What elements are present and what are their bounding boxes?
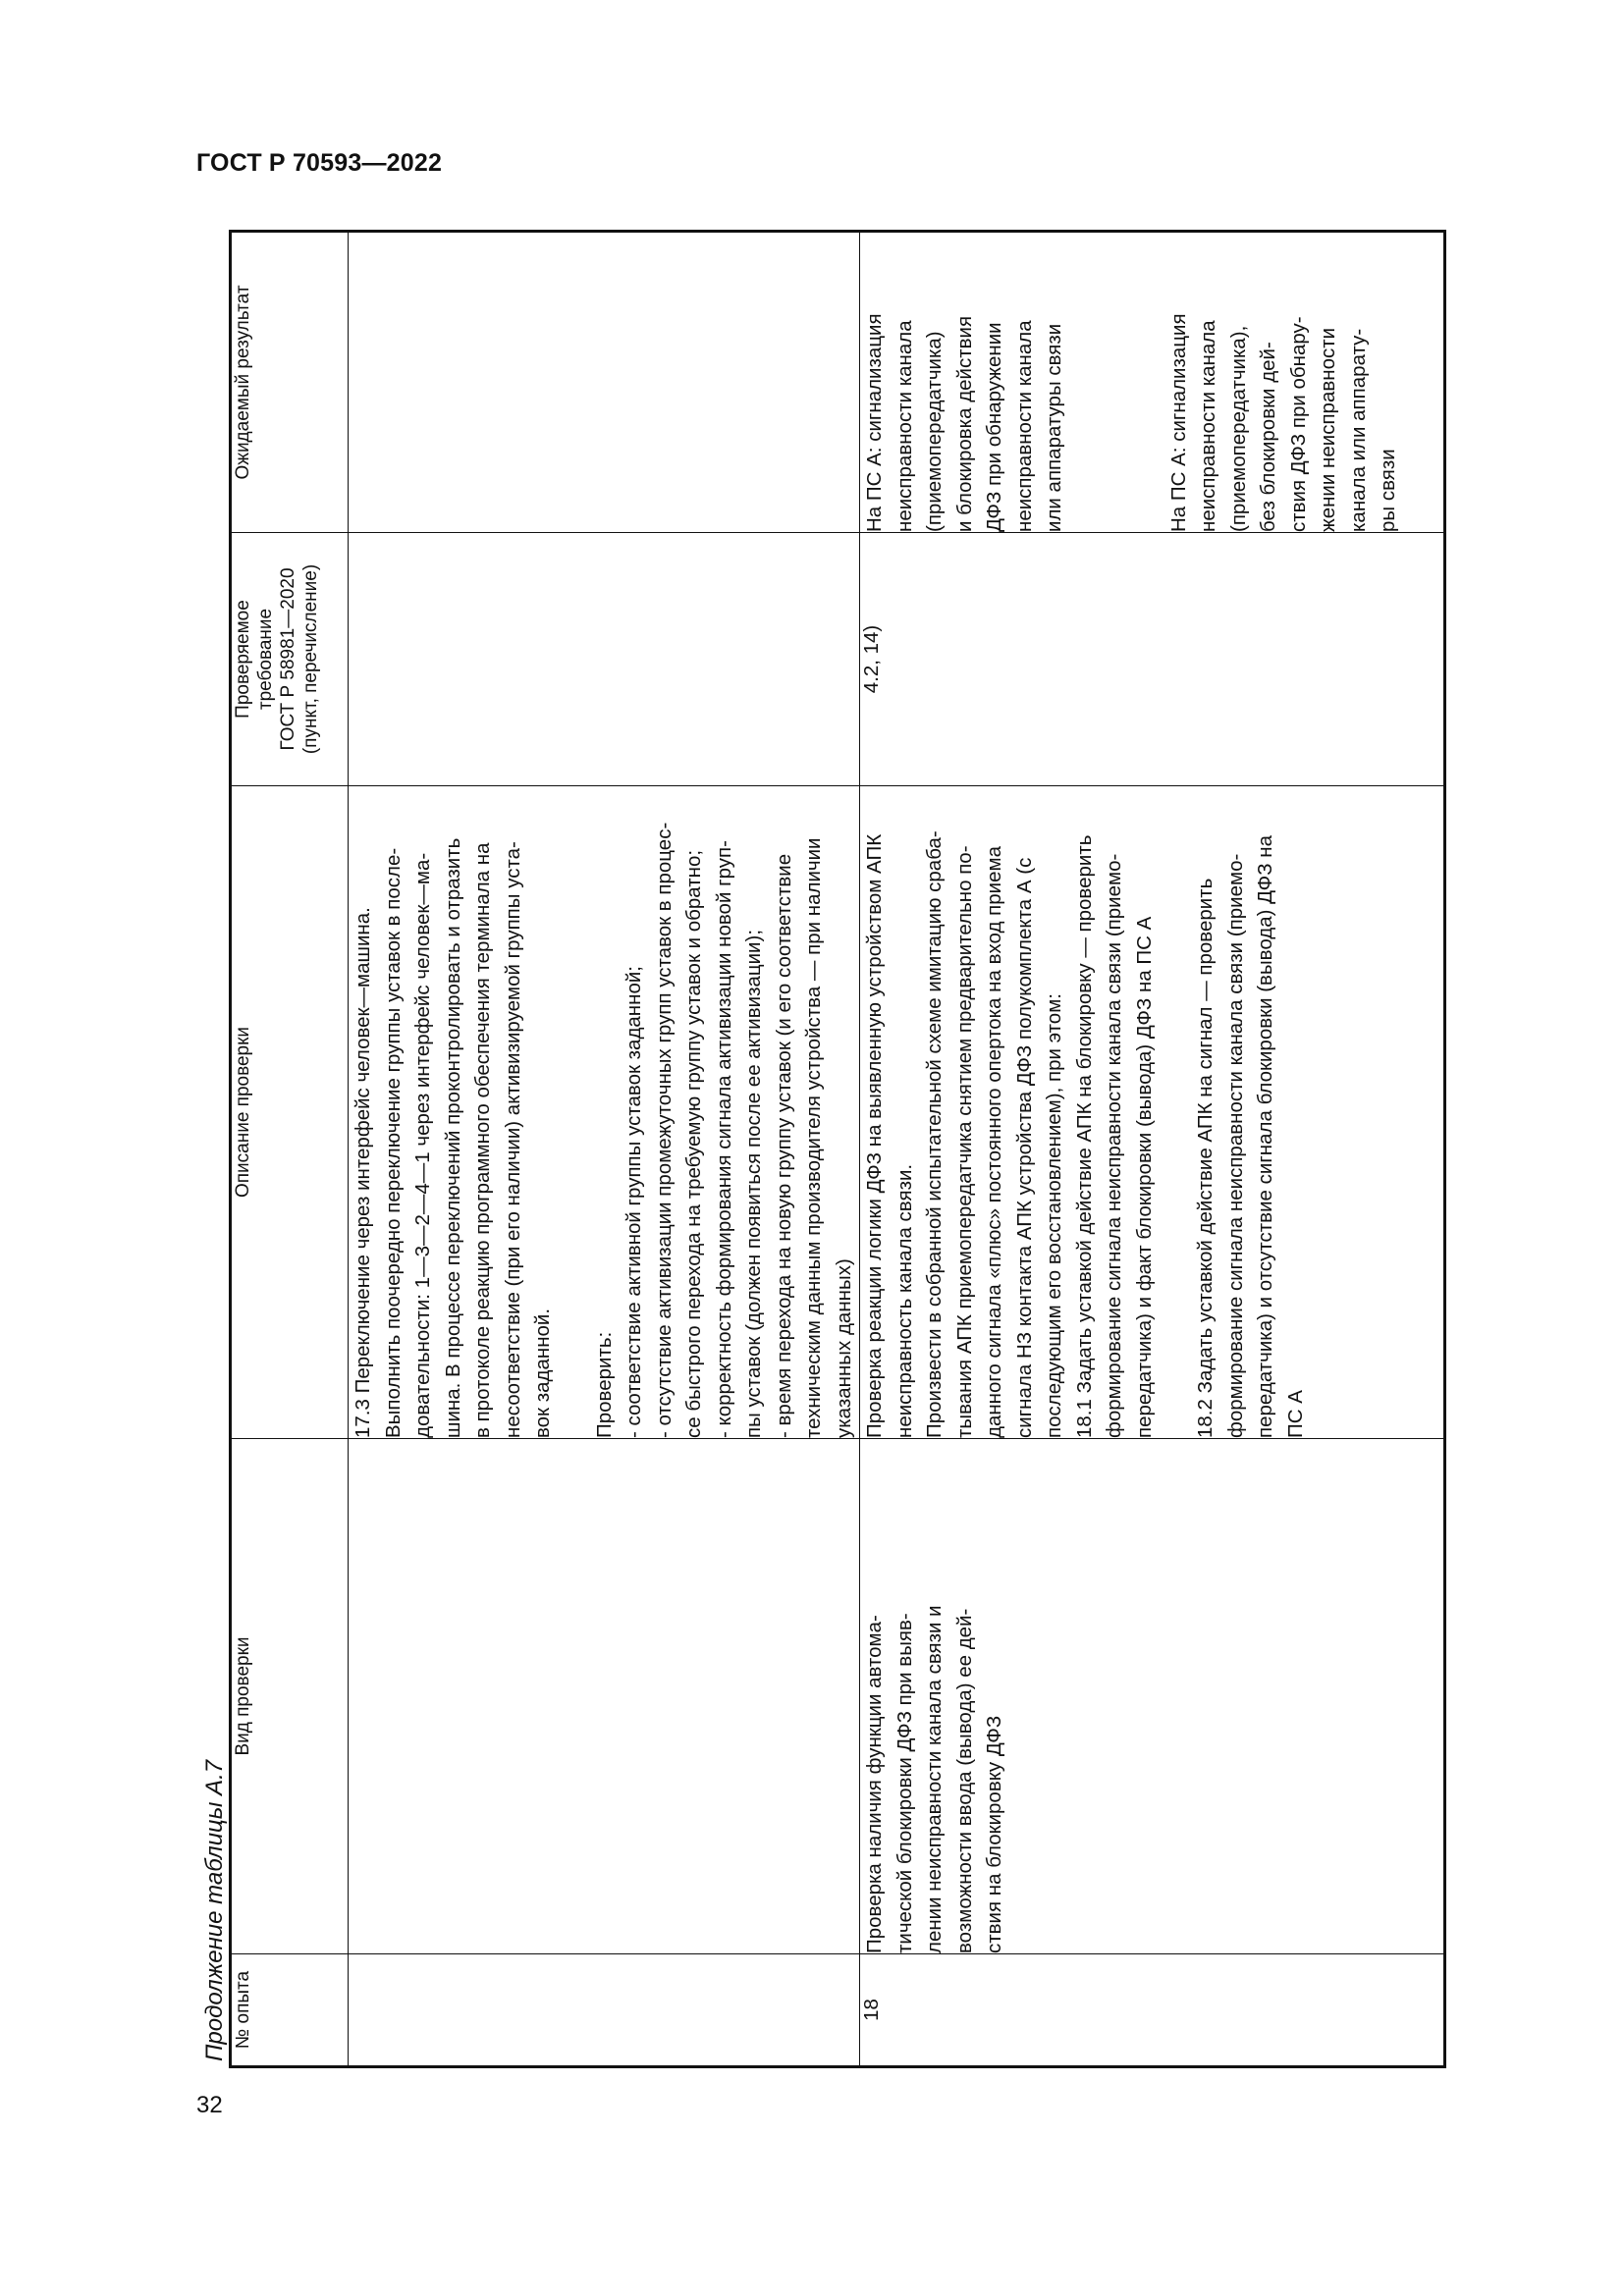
expected-result-cell [349,232,860,533]
column-header-result: Ожидаемый результат [231,232,349,533]
description-line: се быстрого перехода на требуемую группу уставок и обратно; [682,849,705,1438]
result-line: На ПС А: сигнализация [863,313,886,532]
description-line: Произвести в собранной испытательной схеме имитацию сраба- [923,830,946,1438]
table-row [349,232,860,2067]
table-caption: Продолжение таблицы А.7 [201,1759,228,2061]
description-line: техническим данным производителя устройства — при наличии [802,837,825,1438]
description-line: сигнала НЗ контакта АПК устройства ДФЗ полукомплекта А (с [1012,857,1036,1438]
result-line: (приемопередатчика) [923,331,946,532]
requirement-header-line: Проверяемое [233,600,253,719]
requirement-header-line: ГОСТ Р 58981—2020 [278,567,298,751]
description-line: пы уставок (должен появиться после ее активизации); [742,929,765,1438]
page-number: 32 [196,2092,223,2118]
description-line: указанных данных) [832,1258,855,1438]
description-line: несоответствие (при его наличии) активизируемой группы уста- [501,841,524,1438]
description-line: тывания АПК приемопередатчика снятием предварительно по- [952,845,976,1438]
description-line: 18.1 Задать уставкой действие АПК на блокировку — проверить [1072,834,1096,1438]
column-header-kind: Вид проверки [231,1439,349,1954]
description-line: передатчика) и отсутствие сигнала блокировки (вывода) ДФЗ на [1254,835,1276,1438]
result-line: неисправности канала [1012,320,1036,532]
description-line: - время перехода на новую группу уставок (и его соответствие [772,853,795,1438]
kind-line: тической блокировки ДФЗ при выяв- [893,1613,916,1953]
description-line: формирование сигнала неисправности канала связи (приемо- [1223,853,1247,1438]
requirement-cell: 4.2, 14) [860,533,1445,786]
result-line: ствия ДФЗ при обнару- [1286,316,1310,532]
row-number [349,1954,860,2067]
description-line: вок заданной. [531,1308,554,1438]
table-header-row [231,232,349,2067]
description-line: формирование сигнала неисправности канала связи (приемо- [1103,853,1125,1438]
paragraph-gap [1070,233,1102,532]
description-line: Проверить: [592,1331,616,1438]
description-line: - отсутствие активизации промежуточных групп уставок в процес- [652,822,676,1438]
result-line: (приемопередатчика), [1226,325,1250,532]
paragraph-gap [1133,233,1164,532]
paragraph-gap [1102,233,1133,532]
description-line: - соответствие активной группы уставок заданной; [623,966,645,1438]
row-number: 18 [860,1954,1445,2067]
description-line: - корректность формирования сигнала активизации новой груп- [712,840,735,1438]
description-line: Проверка реакции логики ДФЗ на выявленную устройством АПК [863,833,886,1438]
document-title: ГОСТ Р 70593—2022 [196,149,443,177]
result-line: ры связи [1377,449,1399,532]
description-line: Выполнить поочередно переключение группы уставок в после- [381,847,405,1438]
kind-line: лении неисправности канала связи и [923,1605,946,1953]
description-line: данного сигнала «плюс» постоянного опертока на вход приема [983,846,1005,1438]
paragraph-gap [559,786,590,1438]
column-header-num: № опыта [231,1954,349,2067]
result-line: неисправности канала [1197,320,1219,532]
check-table [229,230,1446,2068]
check-kind-cell [860,1439,1445,1954]
description-line: довательности: 1—3—2—4—1 через интерфейс человек—ма- [411,852,434,1438]
column-header-requirement [231,533,349,786]
check-description-cell [860,786,1445,1439]
description-line: последующим его восстановлением), при этом: [1043,992,1065,1438]
requirement-header-line: (пункт, перечисление) [300,563,321,755]
column-header-description: Описание проверки [231,786,349,1439]
kind-line: возможности ввода (вывода) ее дей- [952,1608,976,1953]
rotated-table-container [229,233,1420,2068]
description-line: 17.3 Переключение через интерфейс человек—машина. [352,907,374,1438]
kind-line: ствия на блокировку ДФЗ [983,1715,1005,1953]
check-kind-cell [349,1439,860,1954]
paragraph-gap [1160,786,1191,1438]
requirement-header-line: требование [255,608,276,711]
description-line: ПС А [1283,1390,1307,1438]
result-line: На ПС А: сигнализация [1166,313,1190,532]
result-line: жении неисправности [1317,327,1339,532]
check-description-cell [349,786,860,1439]
description-line: в протоколе реакцию программного обеспечения терминала на [471,842,494,1438]
result-line: и блокировка действия [952,315,976,532]
description-line: передатчика) и факт блокировки (вывода) ДФЗ на ПС А [1132,916,1156,1438]
result-line: канала или аппарату- [1346,328,1370,532]
description-line: 18.2 Задать уставкой действие АПК на сигнал — проверить [1194,878,1217,1438]
requirement-cell [349,533,860,786]
result-line: ДФЗ при обнаружении [983,322,1005,532]
description-line: неисправность канала связи. [893,1163,916,1438]
result-line: неисправности канала [893,320,916,532]
result-line: или аппаратуры связи [1043,323,1065,532]
table-row [860,232,1445,2067]
kind-line: Проверка наличия функции автома- [863,1615,886,1953]
result-line: без блокировки дей- [1257,342,1279,532]
description-line: шина. В процессе переключений проконтролировать и отразить [441,837,464,1438]
expected-result-cell [860,232,1445,533]
